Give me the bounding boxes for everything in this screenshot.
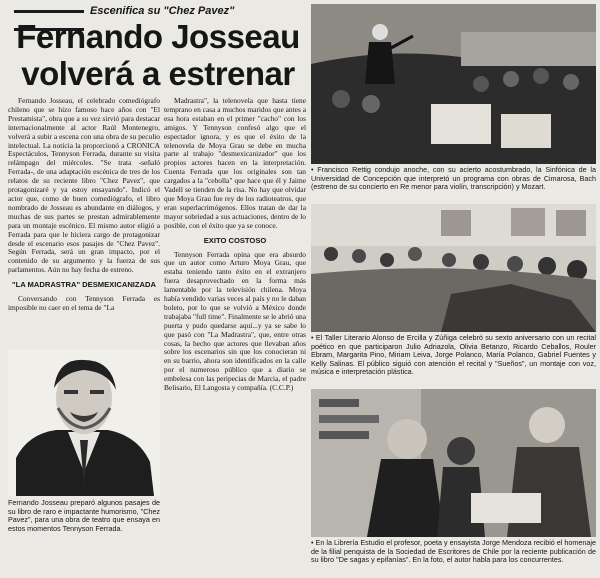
column1-paragraph-2: Conversando con Tennyson Ferrada es imposible no caer en el tema de "La: [8, 294, 160, 312]
orchestra-caption: • Francisco Rettig condujo anoche, con su acierto acostumbrado, la Sinfónica de la Universidad de Concepción que interpretó un programa con obras de Cimarosa, Bach (estreno de su concierto en Re menor para violín, transcripción) y Mozart.: [311, 166, 596, 192]
kicker-rule-left: [14, 10, 84, 13]
article-column-2: [164, 97, 306, 497]
column1-subhead: "LA MADRASTRA" DESMEXICANIZADA: [11, 280, 157, 290]
bookstore-photo: [311, 389, 596, 537]
section-kicker: [14, 2, 304, 18]
column2-paragraph-2: Tennyson Ferrada opina que era absurdo que un autor como Arturo Moya Grau, que estaba teniendo tanto éxito en el extranjero fuera desaprovechado en la forma más lamentable por la televisión chilena. Moya había vendido varias veces al país y no le daban boleto, por lo que se volvió a México donde trabajaba "full time". Finalmente se le abrió una puerta y pudo quedarse aquí...y ya se sabe lo que pasó con "La Madrastra", que, entre otras cosas, la hecho que actores que llevaban años sobre los escenarios sin que los conocieran ni en su barrio, ahora son identificados en la calle por el numeroso público que a diario se embelesa con las peripecias de Marcia, el padre Belisario, El Langosta y compañía. (C.C.P.): [164, 249, 306, 393]
headline-line-1: Fernando Josseau: [16, 18, 300, 55]
column1-paragraph-1: Fernando Josseau, el celebrado comediógrafo chileno que se hizo famoso hace años con "El Prestamista", obra que a su vez sirvió para destacar internacionalmente al actor Raúl Montenegro, volverá a subir a escena con una obra de su peculio intelectual. La noticia la proporcionó a CRONICA Espectáculos, Tennyson Ferrada, durante su visita relámpago del miércoles. "Se trata -señaló Ferrada-, de una adaptación escénica de tres de los relatos de su reciente libro "Chez Pavez", que protagonizaré y ya estoy ensayando". Indicó el actor que, como de buen comediógrafo, el libro nombrado de Josseau es abundante en diálogos, y muchas de sus partes se prestan admirablemente para un montaje escénico. El mismo autor eligió a Ferrada para que le hiciera cargo de protagonizar desde el escenario esos pasajes de "Chez Pavez". Según Ferrada, será un gran impacto, por el contenido de su argumento y la fuerza de sus parlamentos. Aún no hay fecha de estreno.: [8, 97, 160, 275]
bookstore-caption: • En la Librería Estudio el profesor, poeta y ensayista Jorge Mendoza recibió el homenaje de la filial penquista de la Sociedad de Escritores de Chile por la reciente publicación de su libro "De sagas y epifanías". En la foto, el autor habla para los concurrentes.: [311, 539, 596, 565]
portrait-caption: Fernando Josseau preparó algunos pasajes de su libro de raro e impactante humorismo, "Chez Pavez", para una obra de teatro que ensaya en estos momentos Tennyson Ferrada.: [8, 499, 160, 533]
portrait-photo-josseau: [8, 350, 160, 496]
headline: [8, 18, 308, 92]
headline-line-2: volverá a estrenar: [21, 55, 295, 92]
kicker-text: Escenifica su "Chez Pavez": [90, 5, 235, 18]
literary-workshop-caption: • El Taller Literario Alonso de Ercilla y Zúñiga celebró su sexto aniversario con un recital poético en que participaron Julio Adriazola, Olivia Betanzo, Ricardo Ceballos, Rouler Ebram, Margarita Pino, Miriam Leiva, Jorge Polanco, María Polanco, Gabriel Fuentes y Kelly Salinas. El público siguió con atención el recital y "Sueños", un montaje con voz, música e interpretación plástica.: [311, 334, 596, 377]
article-column-1: [8, 97, 160, 348]
orchestra-photo: [311, 4, 596, 164]
column2-subhead: EXITO COSTOSO: [203, 235, 267, 245]
literary-workshop-photo: [311, 204, 596, 332]
column2-paragraph-1: Madrastra", la telenovela que hasta tiene temprano en casa a muchos maridos que antes a esa hora estaban en el primer "cacho" con los amigos. Y Tennyson confesó algo que el espectador ignora, y es que el éxito de la telenovela de Moya Grau se debe en mucha parte al trabajo "desmexicanizador" que los propios actores hacen en la interpretación. Cuenta Ferrada que los originales son tan cargados a la "cebolla" que hace que él y Jaime Vadell se tienden de la risa. No hay que olvidar que Moya Grau fue rey de los radioteatros, que eran superlacrimógenos. Ellos tratan de dar la mayor sobriedad a sus actuaciones, dentro de lo posible, con el éxito que ya se conoce.: [164, 97, 306, 230]
